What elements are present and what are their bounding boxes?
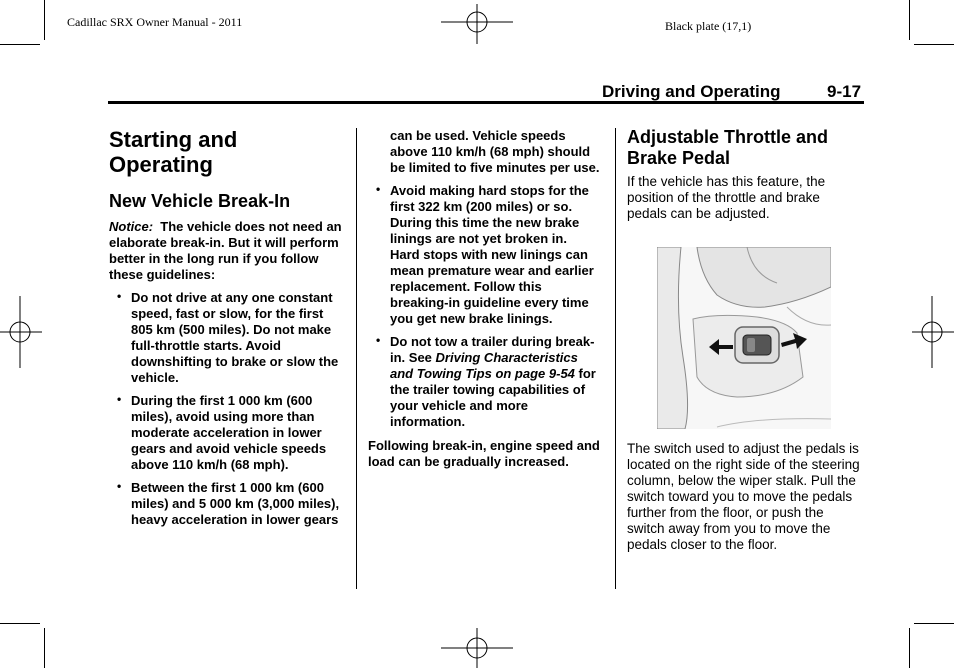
list-item: • Do not tow a trailer during break-in. See Driving Characteristics and Towing Tips on page 9-54 for the trailer towing capabilities of your vehicle and more information.: [376, 333, 596, 429]
column-divider: [615, 128, 616, 589]
crop-mark: [909, 0, 910, 40]
notice: [109, 219, 345, 283]
pedal-switch-illustration: [657, 247, 831, 429]
section-heading: Adjustable Throttle and Brake Pedal: [627, 127, 829, 168]
crop-mark: [44, 628, 45, 668]
column-2: [368, 128, 600, 470]
list-item: • Between the first 1 000 km (600 miles) and 5 000 km (3,000 miles), heavy acceleration in lower gears: [117, 479, 340, 527]
crop-mark: [0, 44, 40, 45]
crop-mark: [0, 623, 40, 624]
registration-mark-left: [0, 296, 42, 368]
cross-reference-link[interactable]: Driving Characteristics and Towing Tips on page 9-54: [390, 350, 578, 381]
plate-label: Black plate (17,1): [665, 19, 752, 33]
crop-mark: [914, 44, 954, 45]
notice-text: The vehicle does not need an elaborate break-in. But it will perform better in the long run if you follow these guidelines:: [109, 219, 342, 282]
closing-paragraph: Following break-in, engine speed and load can be gradually increased.: [368, 438, 600, 469]
section-heading: New Vehicle Break-In: [109, 191, 291, 211]
column-1: [109, 127, 345, 535]
manual-title: Cadillac SRX Owner Manual - 2011: [67, 15, 243, 29]
registration-mark-right: [912, 296, 954, 368]
column-divider: [356, 128, 357, 589]
section-header: Driving and Operating: [602, 82, 781, 101]
header-rule: [108, 101, 864, 104]
registration-mark-top: [441, 4, 513, 44]
crop-mark: [914, 623, 954, 624]
registration-mark-bottom: [441, 628, 513, 668]
crop-mark: [909, 628, 910, 668]
notice-label: Notice:: [109, 219, 154, 234]
list-item: • Avoid making hard stops for the first 322 km (200 miles) or so. During this time the new brake linings are not yet broken in. Hard stops with new linings can mean premature wear and earlier replacement. Follow this breaking-in guideline every time you get new brake linings.: [376, 182, 594, 326]
description-paragraph: The switch used to adjust the pedals is located on the right side of the steering column, below the wiper stalk. Pull the switch toward you to move the pedals further from the floor, or push the switch away from you to move the pedals closer to the floor.: [627, 441, 860, 552]
column-3: [627, 127, 862, 222]
continued-text: can be used. Vehicle speeds above 110 km/h (68 mph) should be limited to five minutes per use.: [390, 128, 600, 175]
crop-mark: [44, 0, 45, 40]
page-number: 9-17: [827, 82, 862, 101]
list-item: • Do not drive at any one constant speed, fast or slow, for the first 805 km (500 miles). Do not make full-throttle starts. Avoid downshifting to brake or slow the vehicle.: [117, 289, 339, 385]
intro-paragraph: If the vehicle has this feature, the position of the throttle and brake pedals can be adjusted.: [627, 174, 826, 221]
page-title: Starting and Operating: [109, 127, 238, 177]
list-item: • During the first 1 000 km (600 miles), avoid using more than moderate acceleration in lower gears and avoid vehicle speeds above 110 km/h (68 mph).: [117, 392, 327, 472]
